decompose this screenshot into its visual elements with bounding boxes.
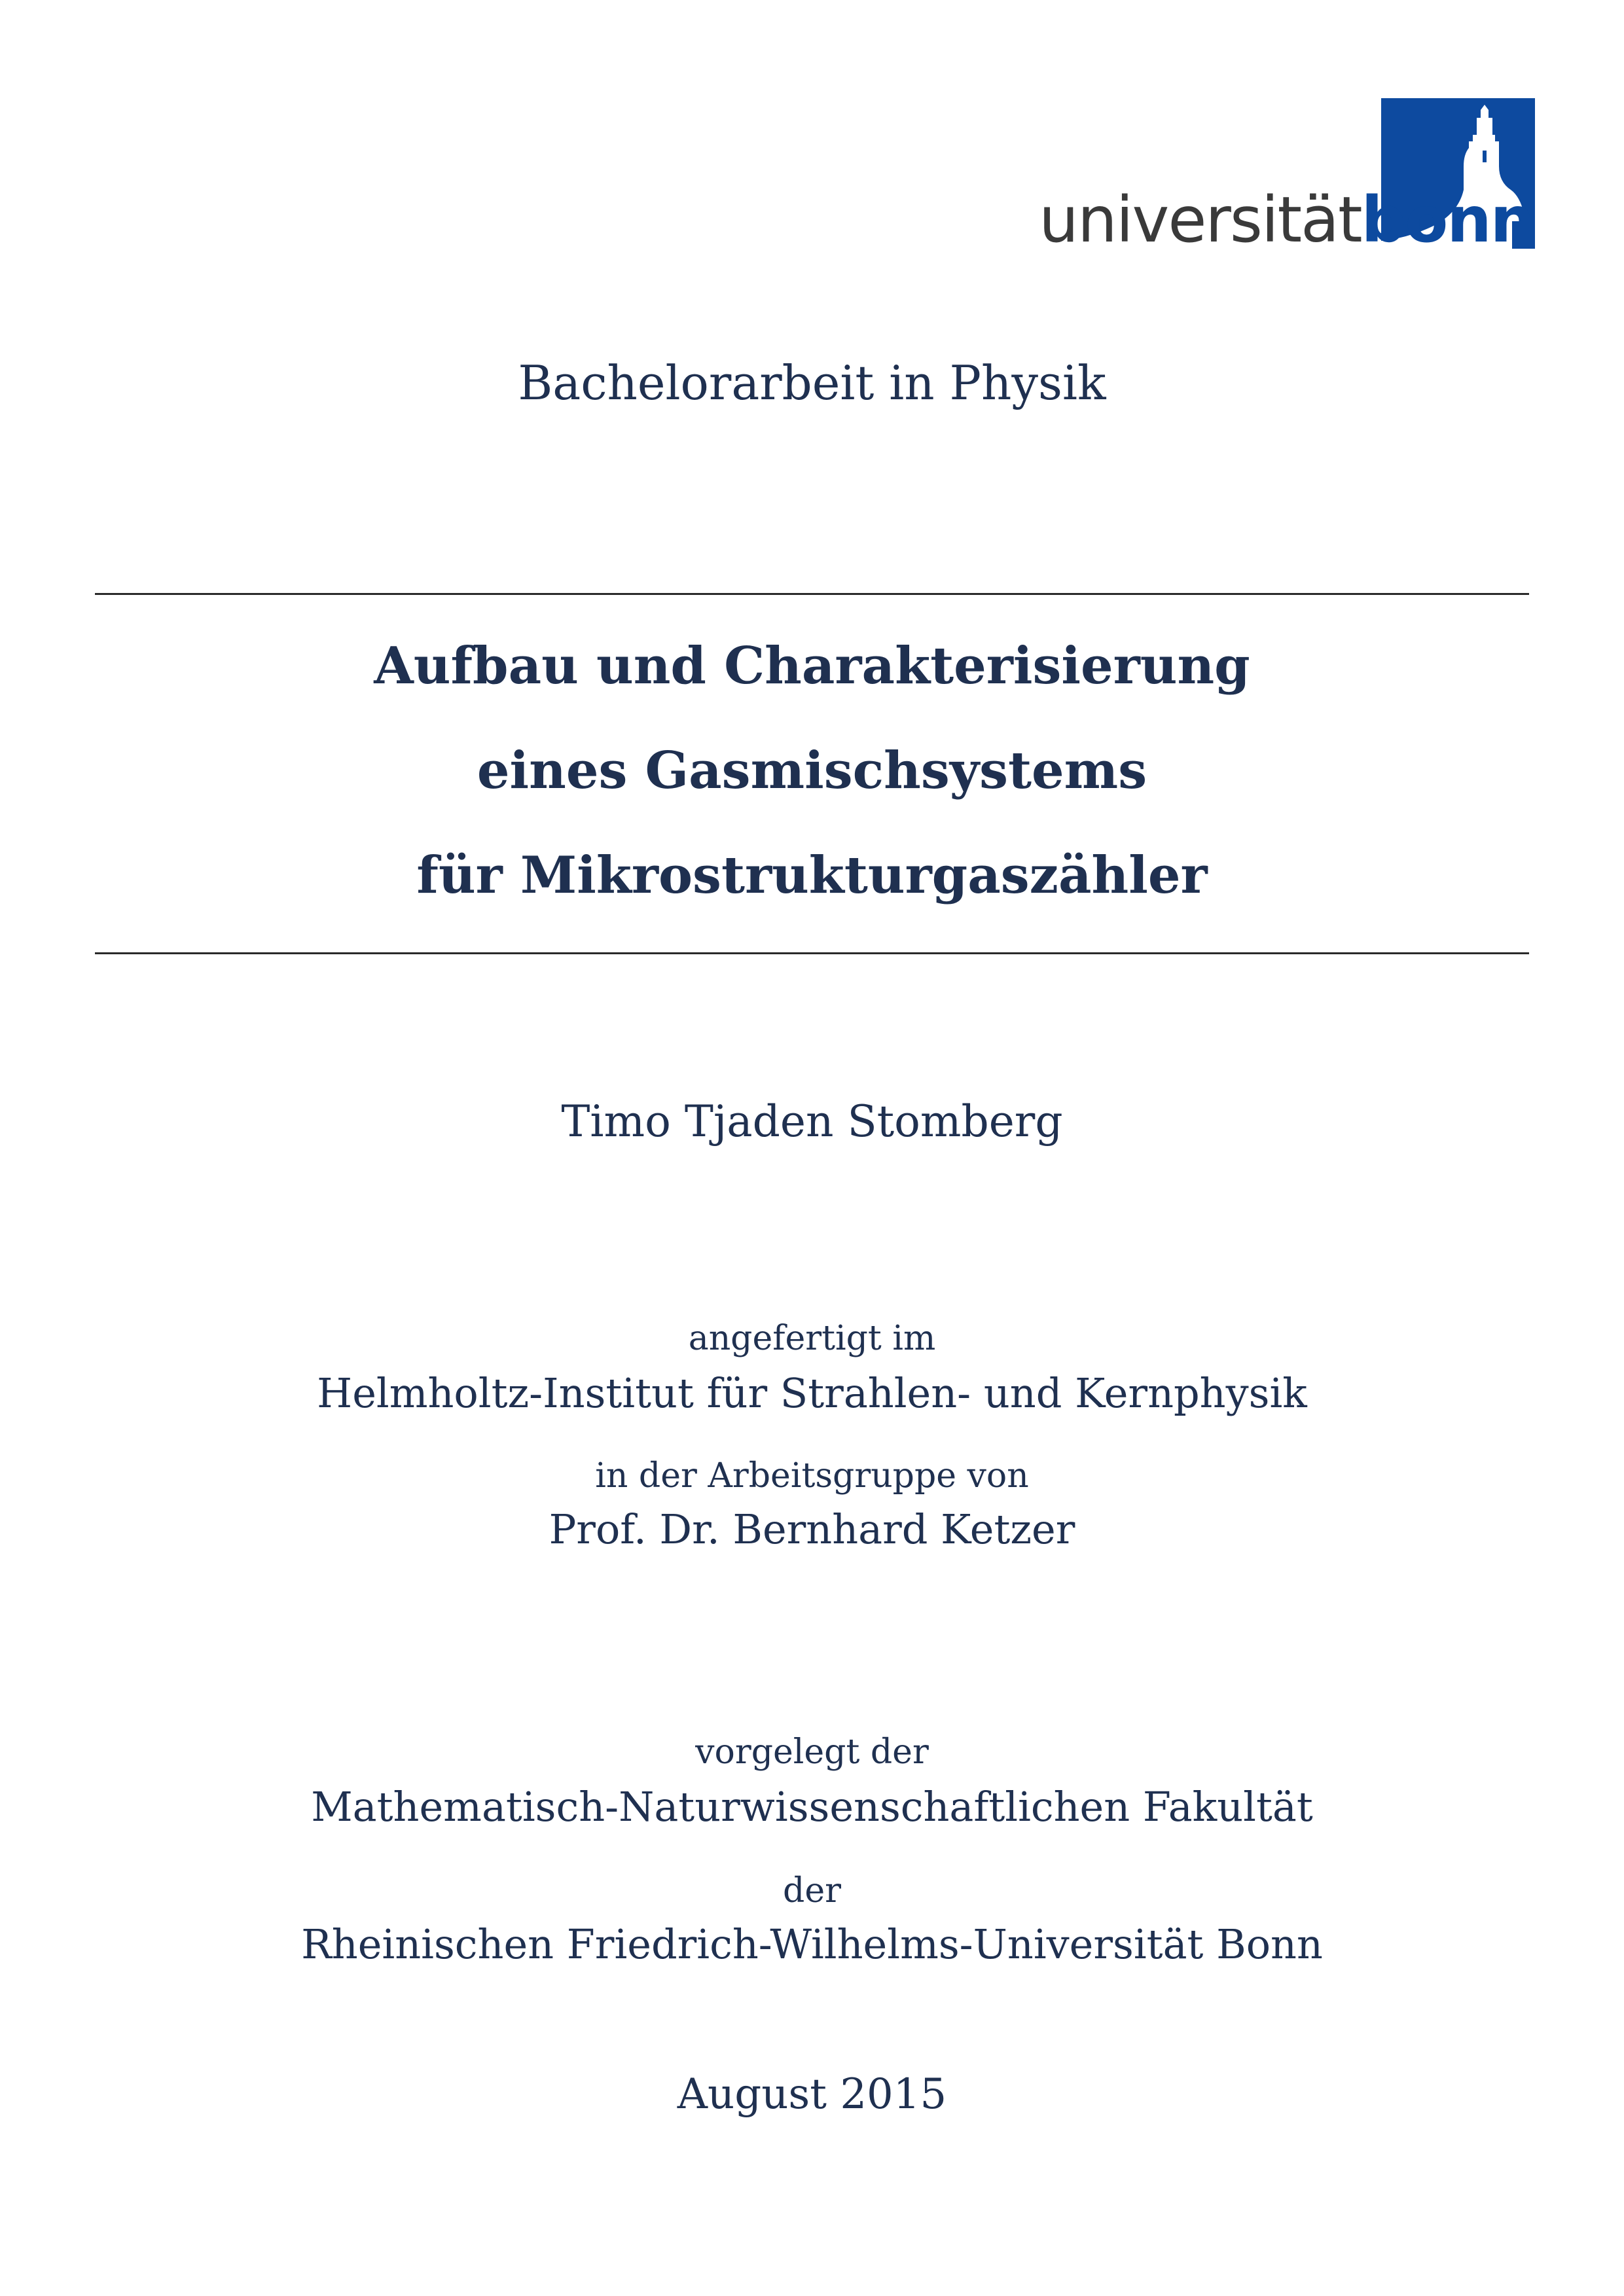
university-logo (1039, 98, 1535, 257)
submitted-label: vorgelegt der (695, 1732, 929, 1772)
group-label: in der Arbeitsgruppe von (595, 1456, 1029, 1496)
title-top-rule (95, 593, 1529, 595)
title-line-1: Aufbau und Charakterisierung (374, 636, 1250, 696)
thesis-type: Bachelorarbeit in Physik (518, 355, 1106, 410)
prepared-label: angefertigt im (688, 1319, 936, 1358)
title-line-3: für Mikrostrukturgaszähler (416, 846, 1208, 905)
faculty-name: Mathematisch-Naturwissenschaftlichen Fakultät (311, 1783, 1313, 1831)
logo-wordmark (1039, 183, 1534, 257)
submission-date: August 2015 (677, 2070, 947, 2119)
logo-text-universitaet: universität (1039, 183, 1362, 257)
author-name: Timo Tjaden Stomberg (561, 1096, 1063, 1147)
university-name: Rheinischen Friedrich-Wilhelms-Universität Bonn (301, 1920, 1323, 1968)
title-bottom-rule (95, 952, 1529, 954)
institute-name: Helmholtz-Institut für Strahlen- und Kernphysik (317, 1369, 1307, 1417)
professor-name: Prof. Dr. Bernhard Ketzer (549, 1505, 1075, 1553)
title-line-2: eines Gasmischsystems (477, 741, 1147, 800)
der-label: der (783, 1871, 841, 1910)
logo-text-bonn: bonn (1361, 183, 1534, 257)
